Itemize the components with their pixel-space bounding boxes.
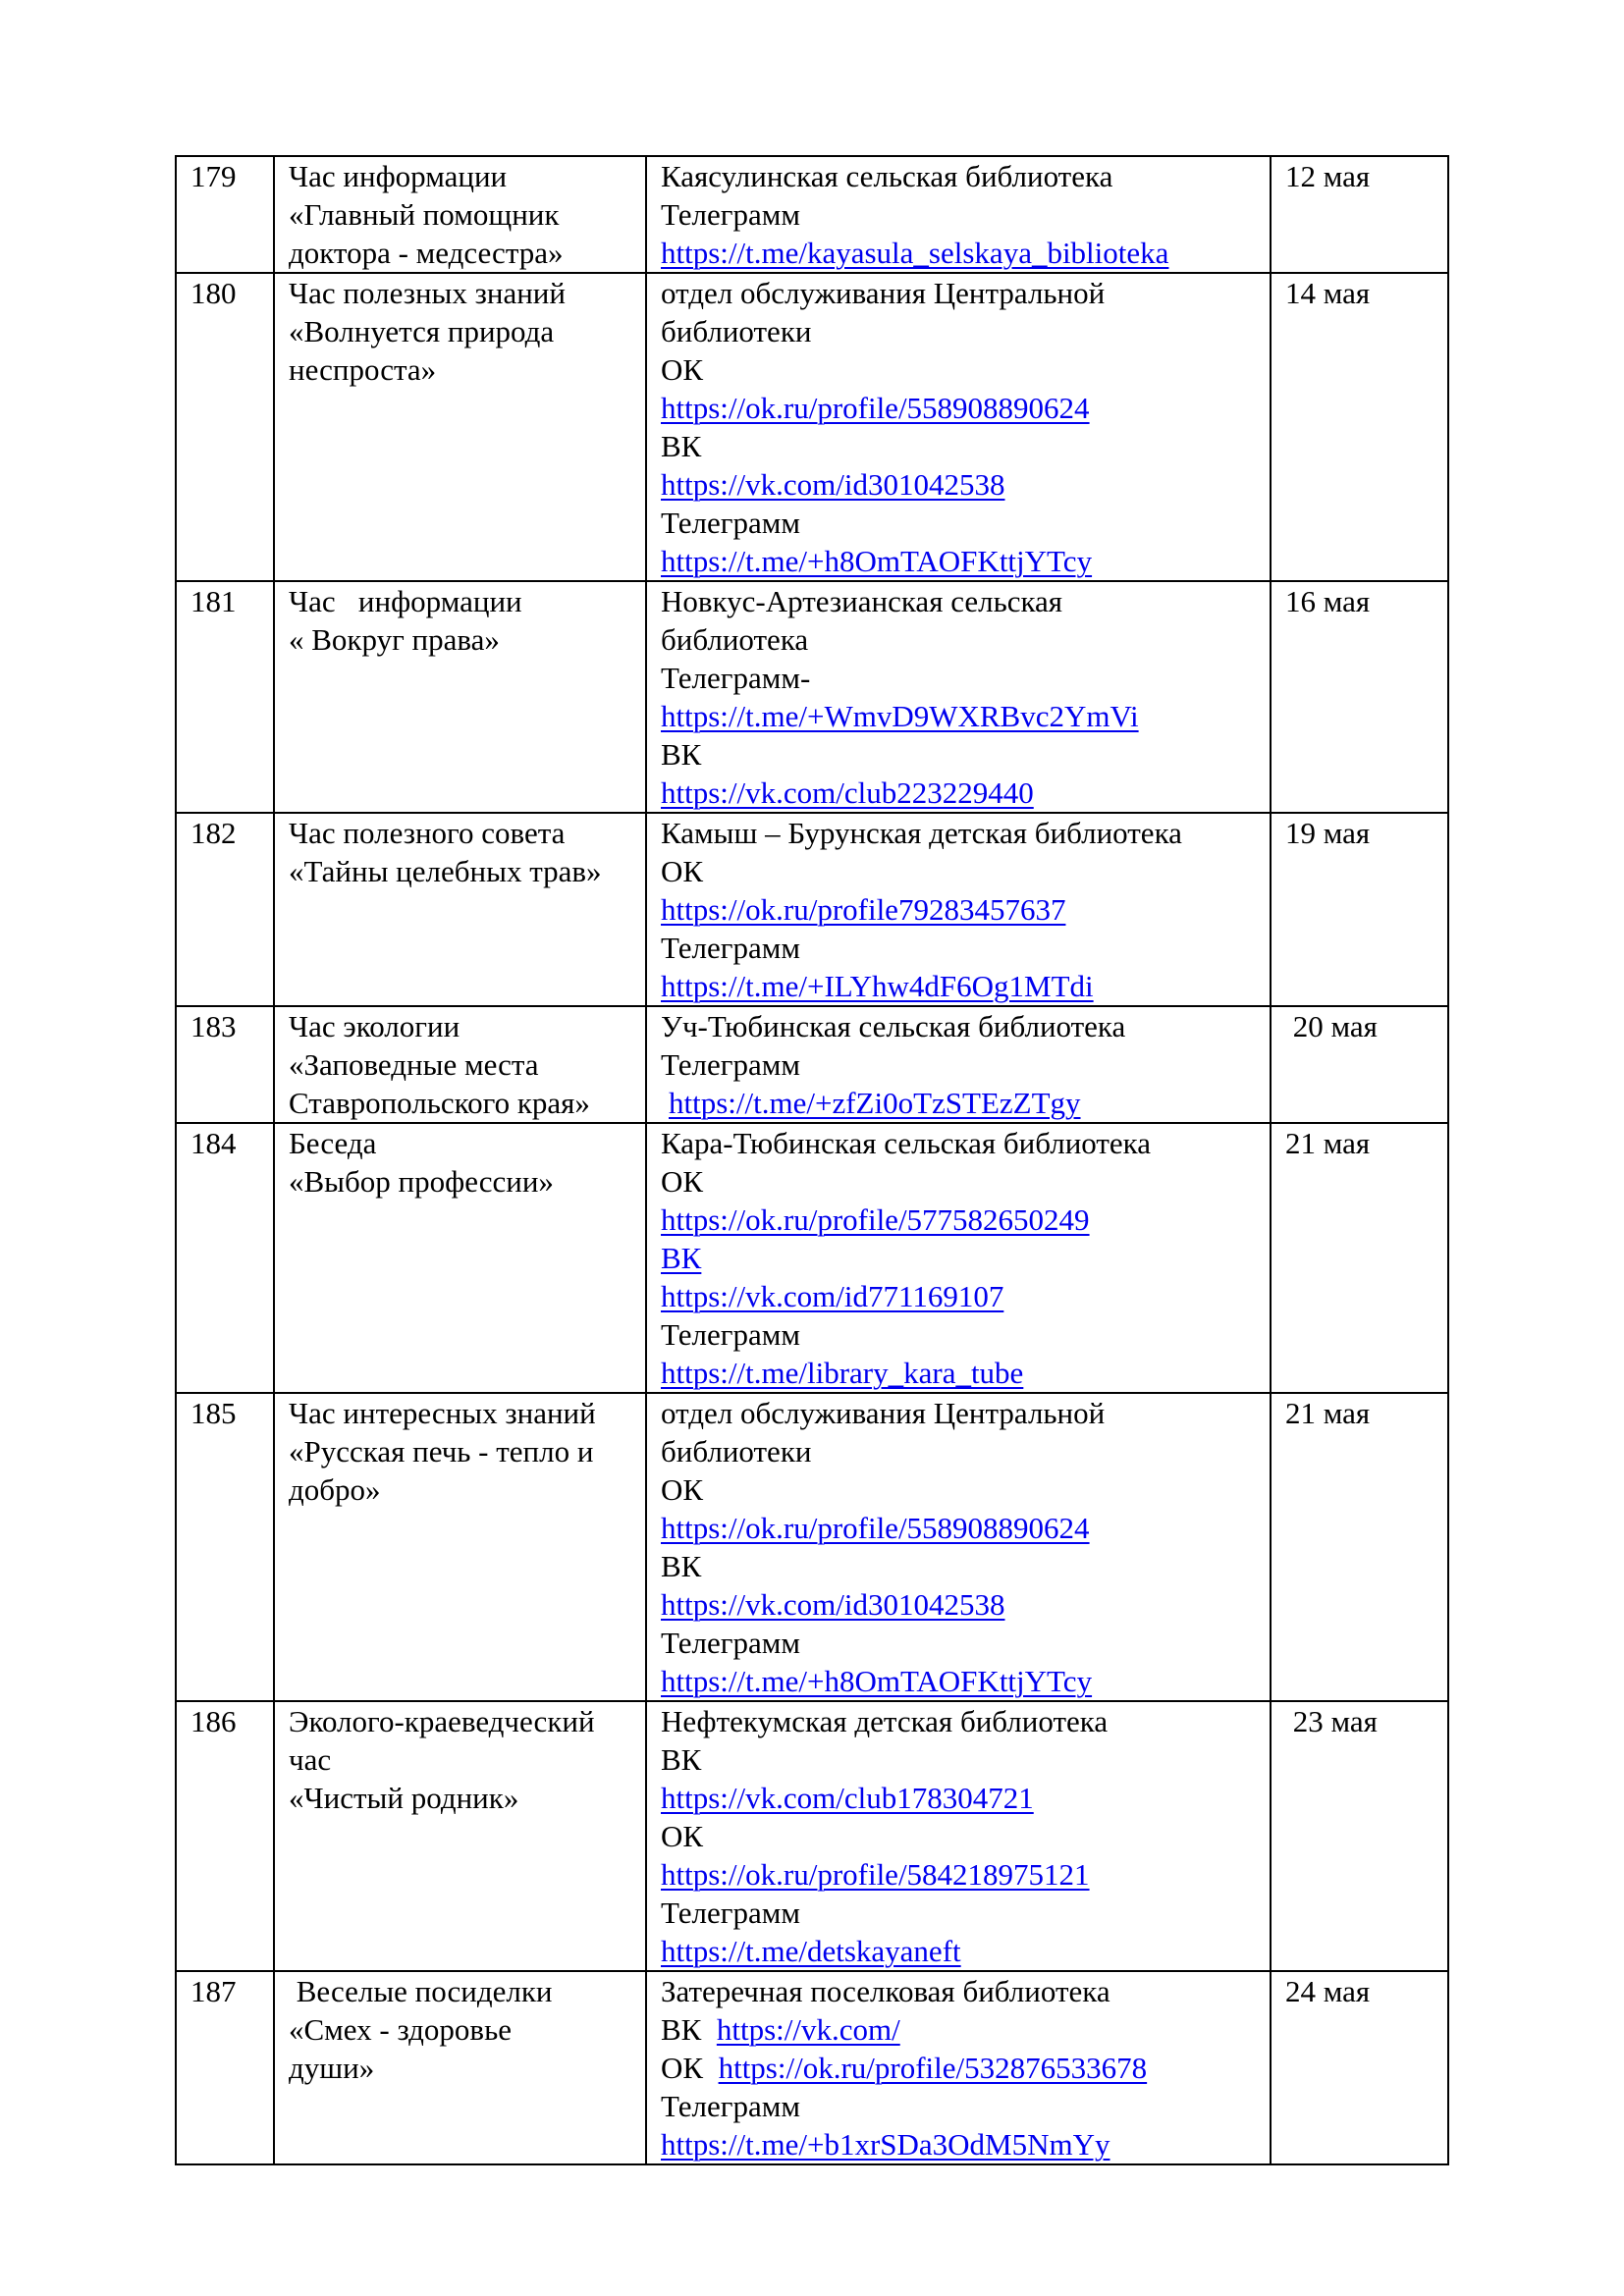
event-title-cell (274, 1123, 646, 1393)
venue-link[interactable]: ВК (661, 1241, 702, 1275)
venue-line (661, 1662, 1256, 1700)
event-title-line: доктора - медсестра» (289, 236, 564, 270)
venue-line (661, 1315, 1256, 1354)
event-title-cell (274, 1971, 646, 2164)
venue-cell (646, 273, 1271, 581)
venue-line (661, 1201, 1256, 1239)
venue-text: Телеграмм (661, 2089, 800, 2123)
venue-line (661, 2049, 1256, 2087)
table-row (176, 156, 1448, 273)
event-title-cell (274, 1701, 646, 1971)
event-date: 23 мая (1271, 1701, 1448, 1971)
venue-line (661, 967, 1256, 1005)
venue-text: ВК (661, 737, 702, 772)
venue-text: ОК (661, 1472, 704, 1507)
venue-line (661, 504, 1256, 542)
event-title-line: Ставропольского края» (289, 1086, 590, 1120)
venue-cell (646, 1393, 1271, 1701)
venue-link[interactable]: https://vk.com/id301042538 (661, 467, 1005, 502)
venue-link[interactable]: https://t.me/+h8OmTAOFKttjYTcy (661, 1664, 1093, 1698)
venue-cell (646, 1971, 1271, 2164)
venue-line (661, 890, 1256, 929)
venue-line (661, 735, 1256, 774)
venue-link[interactable]: https://vk.com/id301042538 (661, 1587, 1005, 1622)
venue-cell (646, 1006, 1271, 1123)
venue-line (661, 427, 1256, 465)
row-number: 183 (176, 1006, 274, 1123)
venue-line (661, 852, 1256, 890)
network-label: ВК (661, 2012, 717, 2047)
event-date: 19 мая (1271, 813, 1448, 1006)
event-date: 12 мая (1271, 156, 1448, 273)
row-number: 180 (176, 273, 274, 581)
venue-line (661, 1740, 1256, 1779)
event-title-line: Час информации (289, 159, 508, 193)
venue-link[interactable]: https://vk.com/club178304721 (661, 1781, 1034, 1815)
event-title-line: «Чистый родник» (289, 1781, 519, 1815)
venue-cell (646, 1123, 1271, 1393)
event-date: 21 мая (1271, 1393, 1448, 1701)
venue-line (661, 312, 1256, 350)
venue-link[interactable]: https://ok.ru/profile/584218975121 (661, 1857, 1090, 1892)
venue-line (661, 1084, 1256, 1122)
event-date: 21 мая (1271, 1123, 1448, 1393)
venue-line (661, 1277, 1256, 1315)
venue-link[interactable]: https://ok.ru/profile/532876533678 (718, 2051, 1148, 2085)
venue-line (661, 1702, 1256, 1740)
venue-line (661, 659, 1256, 697)
venue-line (661, 1007, 1256, 1045)
venue-line (661, 1547, 1256, 1585)
venue-line (661, 1509, 1256, 1547)
venue-text: Телеграмм (661, 1626, 800, 1660)
venue-line (661, 1239, 1256, 1277)
venue-link[interactable]: https://t.me/+ILYhw4dF6Og1MTdi (661, 969, 1094, 1003)
event-date: 16 мая (1271, 581, 1448, 813)
row-number: 184 (176, 1123, 274, 1393)
venue-line (661, 195, 1256, 234)
venue-line (661, 1894, 1256, 1932)
venue-line (661, 1124, 1256, 1162)
venue-line (661, 582, 1256, 620)
venue-text: библиотека (661, 622, 809, 657)
event-title-line: «Русская печь - тепло и (289, 1434, 594, 1468)
event-title-line: «Смех - здоровье (289, 2012, 512, 2047)
venue-text: библиотеки (661, 314, 812, 348)
events-table (175, 155, 1449, 2165)
venue-link[interactable]: https://t.me/detskayaneft (661, 1934, 961, 1968)
venue-text: Затеречная поселковая библиотека (661, 1974, 1110, 2008)
venue-text: ВК (661, 1549, 702, 1583)
venue-text: Новкус-Артезианская сельская (661, 584, 1063, 618)
venue-text: ОК (661, 1819, 704, 1853)
event-title-line: Час полезного совета (289, 816, 566, 850)
event-title-line: неспроста» (289, 352, 437, 387)
venue-text: Телеграмм (661, 506, 800, 540)
venue-line (661, 1354, 1256, 1392)
event-title-line: Час информации (289, 584, 522, 618)
venue-line (661, 274, 1256, 312)
venue-link[interactable]: https://ok.ru/profile79283457637 (661, 892, 1066, 927)
venue-cell (646, 581, 1271, 813)
venue-text: Камыш – Бурунская детская библиотека (661, 816, 1182, 850)
venue-text: Телеграмм (661, 1896, 800, 1930)
table-row (176, 813, 1448, 1006)
venue-line (661, 697, 1256, 735)
venue-text: ВК (661, 429, 702, 463)
row-number: 187 (176, 1971, 274, 2164)
row-number: 182 (176, 813, 274, 1006)
table-row (176, 273, 1448, 581)
venue-line (661, 1817, 1256, 1855)
event-date: 20 мая (1271, 1006, 1448, 1123)
venue-line (661, 1779, 1256, 1817)
venue-text: Кара-Тюбинская сельская библиотека (661, 1126, 1152, 1160)
venue-line (661, 1394, 1256, 1432)
table-row (176, 1393, 1448, 1701)
venue-cell (646, 813, 1271, 1006)
venue-text: Телеграмм (661, 1317, 800, 1352)
venue-text: ОК (661, 352, 704, 387)
row-number: 179 (176, 156, 274, 273)
event-title-cell (274, 581, 646, 813)
event-date: 14 мая (1271, 273, 1448, 581)
venue-cell (646, 1701, 1271, 1971)
venue-link[interactable]: https://t.me/+b1xrSDa3OdM5NmYy (661, 2127, 1110, 2162)
venue-text: Телеграмм (661, 197, 800, 232)
event-title-line: Эколого-краеведческий (289, 1704, 595, 1738)
event-title-cell (274, 156, 646, 273)
venue-line (661, 1585, 1256, 1624)
venue-link[interactable]: https://t.me/kayasula_selskaya_biblioteka (661, 236, 1169, 270)
event-title-line: Беседа (289, 1126, 377, 1160)
event-title-cell (274, 1393, 646, 1701)
event-title-cell (274, 1006, 646, 1123)
venue-line (661, 1470, 1256, 1509)
event-title-line: Час интересных знаний (289, 1396, 596, 1430)
venue-line (661, 774, 1256, 812)
venue-line (661, 465, 1256, 504)
venue-text: отдел обслуживания Центральной (661, 276, 1106, 310)
venue-text: Каясулинская сельская библиотека (661, 159, 1113, 193)
event-title-line: души» (289, 2051, 375, 2085)
venue-text: отдел обслуживания Центральной (661, 1396, 1106, 1430)
venue-link[interactable]: https://ok.ru/profile/558908890624 (661, 1511, 1090, 1545)
event-title-line: «Выбор профессии» (289, 1164, 554, 1199)
venue-line (661, 157, 1256, 195)
venue-link[interactable]: https://t.me/+zfZi0oTzSTEzZTgy (669, 1086, 1081, 1120)
network-label: ОК (661, 2051, 719, 2085)
event-title-cell (274, 273, 646, 581)
venue-line (661, 1855, 1256, 1894)
event-title-cell (274, 813, 646, 1006)
event-title-line: Час экологии (289, 1009, 460, 1043)
row-number: 186 (176, 1701, 274, 1971)
venue-cell (646, 156, 1271, 273)
venue-line (661, 1045, 1256, 1084)
event-title-line: Веселые посиделки (289, 1974, 553, 2008)
venue-line (661, 1432, 1256, 1470)
event-title-line: «Волнуется природа (289, 314, 555, 348)
event-title-line: «Главный помощник (289, 197, 560, 232)
table-row (176, 581, 1448, 813)
table-row (176, 1971, 1448, 2164)
venue-link[interactable]: https://ok.ru/profile/558908890624 (661, 391, 1090, 425)
table-row (176, 1123, 1448, 1393)
venue-line (661, 2125, 1256, 2163)
table-row (176, 1006, 1448, 1123)
venue-line (661, 1932, 1256, 1970)
venue-line (661, 929, 1256, 967)
venue-text: Телеграмм (661, 1047, 800, 1082)
event-title-line: «Заповедные места (289, 1047, 539, 1082)
venue-line (661, 542, 1256, 580)
event-title-line: « Вокруг права» (289, 622, 500, 657)
venue-text: Нефтекумская детская библиотека (661, 1704, 1109, 1738)
venue-line (661, 2087, 1256, 2125)
venue-link[interactable]: https://vk.com/id771169107 (661, 1279, 1004, 1313)
venue-link[interactable]: https://t.me/library_kara_tube (661, 1356, 1024, 1390)
venue-line (661, 620, 1256, 659)
venue-text: Телеграмм- (661, 661, 811, 695)
venue-link[interactable]: https://ok.ru/profile/577582650249 (661, 1202, 1090, 1237)
venue-link[interactable]: https://t.me/+h8OmTAOFKttjYTcy (661, 544, 1093, 578)
venue-text: ОК (661, 1164, 704, 1199)
venue-line (661, 234, 1256, 272)
event-title-line: «Тайны целебных трав» (289, 854, 602, 888)
venue-text: библиотеки (661, 1434, 812, 1468)
table-row (176, 1701, 1448, 1971)
venue-text: ОК (661, 854, 704, 888)
event-date: 24 мая (1271, 1971, 1448, 2164)
venue-line (661, 389, 1256, 427)
venue-link[interactable]: https://vk.com/ (716, 2012, 900, 2047)
venue-line (661, 1972, 1256, 2010)
venue-line (661, 1162, 1256, 1201)
venue-line (661, 814, 1256, 852)
events-table-body (176, 156, 1448, 2164)
venue-line (661, 1624, 1256, 1662)
venue-link[interactable]: https://vk.com/club223229440 (661, 775, 1034, 810)
venue-line (661, 2010, 1256, 2049)
row-number: 181 (176, 581, 274, 813)
venue-link[interactable]: https://t.me/+WmvD9WXRBvc2YmVi (661, 699, 1139, 733)
venue-line (661, 350, 1256, 389)
venue-text: Телеграмм (661, 931, 800, 965)
venue-text: ВК (661, 1742, 702, 1777)
event-title-line: час (289, 1742, 332, 1777)
venue-text: Уч-Тюбинская сельская библиотека (661, 1009, 1126, 1043)
event-title-line: Час полезных знаний (289, 276, 566, 310)
event-title-line: добро» (289, 1472, 381, 1507)
row-number: 185 (176, 1393, 274, 1701)
